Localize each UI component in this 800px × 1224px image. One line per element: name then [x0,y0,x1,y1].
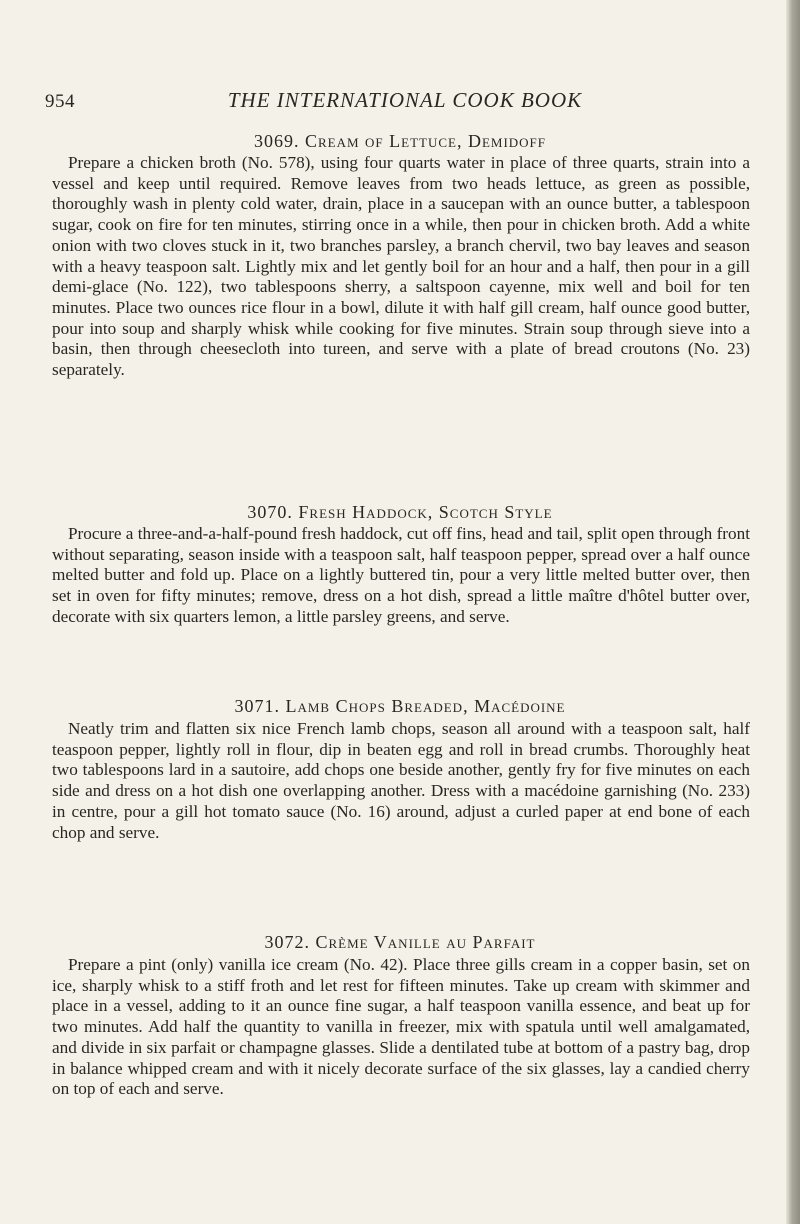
book-page [40,0,760,1224]
recipe-body-3072: Prepare a pint (only) vanilla ice cream (No. 42). Place three gills cream in a copper basin, set on ice, sharply whisk to a stiff froth and let rest for fifteen minutes. Take up cream with skimmer and place in a vessel, adding to it an ounce fine sugar, a half teaspoon vanilla essence, and beat up for two minutes. Add half the quantity to vanilla in freezer, mix with spatula until well amalgamated, and divide in six parfait or champagne glasses. Slide a dentilated tube at bottom of a pastry bag, drop in balance whipped cream and with it nicely decorate surface of the six glasses, lay a candied cherry on top of each and serve. [52,955,750,1099]
recipe-title-3070: 3070. Fresh Haddock, Scotch Style [247,502,553,522]
recipe-title-3069: 3069. Cream of Lettuce, Demidoff [253,131,547,151]
recipe-body-3070: Procure a three-and-a-half-pound fresh haddock, cut off fins, head and tail, split open through front without separating, season inside with a teaspoon salt, half teaspoon pepper, spread over a half ounce melted butter and fold up. Place on a lightly buttered tin, pour a very little melted butter over, then set in oven for fifty minutes; remove, dress on a hot dish, spread a little maître d'hôtel butter over, decorate with six quarters lemon, a little parsley greens, and serve. [52,524,750,626]
recipe-title-3072: 3072. Crème Vanille au Parfait [264,932,536,952]
running-title: THE INTERNATIONAL COOK BOOK [227,88,583,112]
page-number: 954 [45,91,75,112]
recipe-title-3071: 3071. Lamb Chops Breaded, Macédoine [234,696,566,716]
recipe-body-3069: Prepare a chicken broth (No. 578), using four quarts water in place of three quarts, strain into a vessel and keep until required. Remove leaves from two heads lettuce, as green as possible, thoroughly wash in plenty cold water, drain, place in a saucepan with an ounce butter, a tablespoon sugar, cook on fire for ten minutes, stirring once in a while, then pour in chicken broth. Add a white onion with two cloves stuck in it, two branches parsley, a branch chervil, two bay leaves and season with a heavy teaspoon salt. Lightly mix and let gently boil for an hour and a half, then pour in a gill demi-glace (No. 122), two tablespoons sherry, a saltspoon cayenne, mix well and boil for ten minutes. Place two ounces rice flour in a bowl, dilute it with half gill cream, half ounce good butter, pour into soup and sharply whisk while cooking for five minutes. Strain soup through sieve into a basin, then through cheesecloth into tureen, and serve with a plate of bread croutons (No. 23) separately. [52,153,750,380]
page-header [40,88,760,116]
recipe-body-3071: Neatly trim and flatten six nice French lamb chops, season all around with a teaspoon salt, half teaspoon pepper, lightly roll in flour, dip in beaten egg and roll in bread crumbs. Thoroughly heat two tablespoons lard in a sautoire, add chops one beside another, gently fry for five minutes on each side and dress on a hot dish one overlapping another. Dress with a macédoine garnishing (No. 233) in centre, pour a gill hot tomato sauce (No. 16) around, adjust a curled paper at end bone of each chop and serve. [52,719,750,842]
page-edge-shadow [786,0,800,1224]
